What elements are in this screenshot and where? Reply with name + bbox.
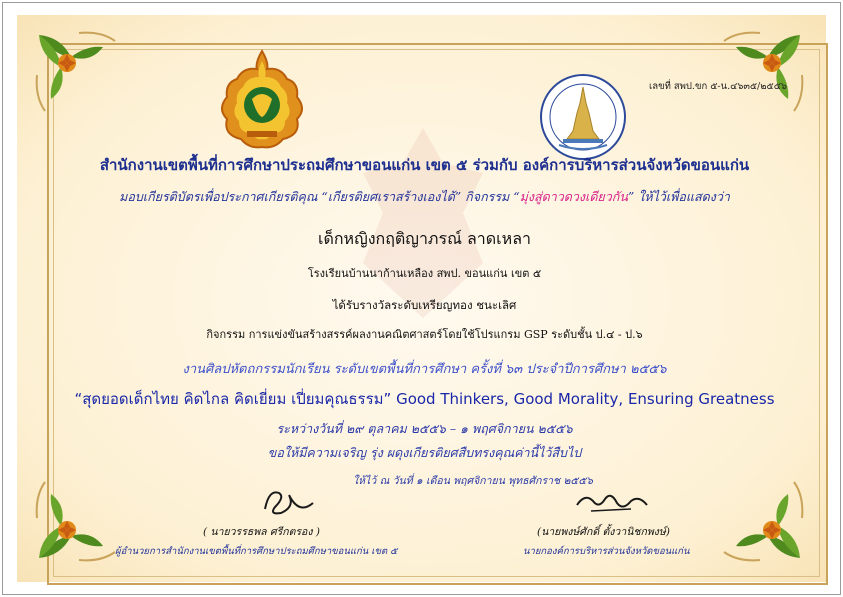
floral-corner-icon (31, 476, 121, 566)
left-signatory-position: ผู้อำนวยการสำนักงานเขตพื้นที่การศึกษาประถมศึกษาขอนแก่น เขต ๕ (115, 546, 398, 557)
recipient-school: โรงเรียนบ้านนาก้านเหลือง สพป. ขอนแก่น เขต ๕ (307, 267, 542, 280)
right-signature-icon (571, 487, 651, 517)
given-date: ให้ไว้ ณ วันที่ ๑ เดือน พฤศจิกายน พุทธศักราช ๒๕๕๖ (353, 475, 593, 487)
obec-seal-icon (217, 49, 307, 149)
activity-description: กิจกรรม การแข่งขันสร้างสรรค์ผลงานคณิตศาสตร์โดยใช้โปรแกรม GSP ระดับชั้น ป.๔ - ป.๖ (206, 328, 643, 341)
left-signatory-name: ( นายวรรธพล ศรีกตรอง ) (203, 526, 320, 538)
blessing-line: ขอให้มีความเจริญ รุ่ง ผดุงเกียรติยศสืบทรงคุณค่านี้ไว้สืบไป (267, 445, 582, 460)
presentation-prefix: มอบเกียรติบัตรเพื่อประกาศเกียรติคุณ “เกียรติยศเราสร้างเองได้” กิจกรรม “ (119, 189, 520, 204)
right-signatory-name: (นายพงษ์ศักดิ์ ตั้งวานิชกพงษ์) (537, 526, 670, 538)
page-frame (2, 2, 841, 595)
provincial-admin-seal-icon (539, 73, 627, 161)
organizers-heading: สำนักงานเขตพื้นที่การศึกษาประถมศึกษาขอนแก่น เขต ๕ ร่วมกับ องค์การบริหารส่วนจังหวัดขอนแก่น (99, 156, 750, 174)
recipient-name: เด็กหญิงกฤติญาภรณ์ ลาดเหลา (318, 229, 531, 248)
floral-corner-icon (718, 476, 808, 566)
presentation-line (3, 187, 843, 207)
floral-corner-icon (31, 27, 121, 117)
award-level: ได้รับรางวัลระดับเหรียญทอง ชนะเลิศ (332, 298, 517, 312)
event-dates: ระหว่างวันที่ ๒๙ ตุลาคม ๒๕๕๖ – ๑ พฤศจิกายน ๒๕๕๖ (276, 421, 573, 436)
presentation-highlight: มุ่งสู่ดาวดวงเดียวกัน (519, 189, 628, 204)
event-title: งานศิลปหัตถกรรมนักเรียน ระดับเขตพื้นที่การศึกษา ครั้งที่ ๖๓ ประจำปีการศึกษา ๒๕๕๖ (182, 362, 667, 377)
right-signatory-position: นายกองค์การบริหารส่วนจังหวัดขอนแก่น (523, 546, 690, 557)
event-slogan: “สุดยอดเด็กไทย คิดไกล คิดเยี่ยม เปี่ยมคุณธรรม” Good Thinkers, Good Morality, Ensuring Greatness (74, 390, 775, 408)
left-signature-icon (255, 485, 325, 521)
presentation-suffix: ” ให้ไว้เพื่อแสดงว่า (627, 189, 730, 204)
floral-corner-icon (718, 27, 808, 117)
reference-number: เลขที่ สพป.ขก ๕-น.๔๖๓๕/๒๕๕๖ (649, 81, 787, 92)
